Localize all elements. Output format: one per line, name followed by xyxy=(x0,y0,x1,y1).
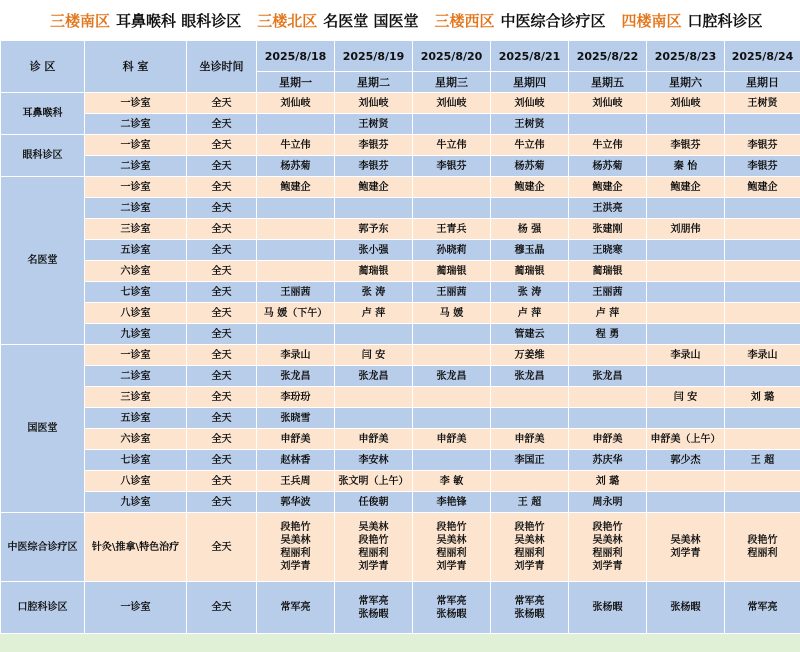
doctor-cell xyxy=(725,198,800,219)
doctor-cell xyxy=(725,408,800,429)
doctor-name: 刘学青 xyxy=(280,561,311,572)
header-dept-label: 名医堂 国医堂 xyxy=(323,11,419,30)
doctor-cell xyxy=(413,177,491,198)
time-cell: 全天 xyxy=(187,261,257,282)
doctor-cell: 鲍建企 xyxy=(725,177,800,198)
weekday-header: 星期日 xyxy=(725,72,800,93)
weekday-header: 星期五 xyxy=(569,72,647,93)
doctor-cell: 王 超 xyxy=(725,450,800,471)
doctor-name: 常军亮 xyxy=(280,602,311,613)
doctor-cell xyxy=(725,582,800,634)
doctor-cell xyxy=(491,582,569,634)
weekday-header: 星期二 xyxy=(335,72,413,93)
doctor-cell: 李玢玢 xyxy=(257,387,335,408)
date-header: 2025/8/19 xyxy=(335,41,413,72)
doctor-cell xyxy=(647,240,725,261)
doctor-cell xyxy=(647,366,725,387)
doctor-cell: 王青兵 xyxy=(413,219,491,240)
doctor-cell: 刘仙岐 xyxy=(647,93,725,114)
header-dept-label: 耳鼻喉科 眼科诊区 xyxy=(116,11,242,30)
doctor-cell: 李录山 xyxy=(257,345,335,366)
doctor-cell: 王树贤 xyxy=(335,114,413,135)
doctor-cell: 李安林 xyxy=(335,450,413,471)
doctor-cell: 管建云 xyxy=(491,324,569,345)
doctor-cell xyxy=(257,240,335,261)
doctor-cell xyxy=(725,114,800,135)
doctor-name: 段艳竹 xyxy=(436,522,467,533)
doctor-cell: 李录山 xyxy=(647,345,725,366)
room-cell: 二诊室 xyxy=(85,366,187,387)
doctor-name: 刘学青 xyxy=(514,561,545,572)
doctor-cell xyxy=(647,471,725,492)
doctor-cell xyxy=(647,282,725,303)
table-row xyxy=(1,387,800,408)
doctor-cell: 蔺瑞银 xyxy=(569,261,647,282)
doctor-cell: 杨苏菊 xyxy=(257,156,335,177)
doctor-cell: 李 敏 xyxy=(413,471,491,492)
doctor-cell: 牛立伟 xyxy=(491,135,569,156)
doctor-name: 段艳竹 xyxy=(747,535,778,546)
doctor-cell xyxy=(725,303,800,324)
room-cell: 八诊室 xyxy=(85,471,187,492)
doctor-cell: 蔺瑞银 xyxy=(335,261,413,282)
time-cell: 全天 xyxy=(187,135,257,156)
room-cell: 七诊室 xyxy=(85,282,187,303)
doctor-name: 吴美林 xyxy=(358,522,389,533)
doctor-cell: 张晓雪 xyxy=(257,408,335,429)
doctor-cell: 蔺瑞银 xyxy=(413,261,491,282)
doctor-cell xyxy=(257,324,335,345)
doctor-cell xyxy=(725,471,800,492)
doctor-name: 刘学青 xyxy=(670,548,701,559)
header-zone-label: 四楼南区 xyxy=(621,11,682,30)
time-cell: 全天 xyxy=(187,177,257,198)
doctor-cell xyxy=(257,582,335,634)
table-row xyxy=(1,240,800,261)
doctor-cell: 李银芬 xyxy=(725,135,800,156)
room-cell: 一诊室 xyxy=(85,177,187,198)
doctor-name: 张杨暇 xyxy=(514,608,545,620)
time-cell: 全天 xyxy=(187,513,257,582)
doctor-cell: 杨苏菊 xyxy=(491,156,569,177)
doctor-cell: 秦 怡 xyxy=(647,156,725,177)
table-row xyxy=(1,513,800,582)
doctor-cell: 申舒美 xyxy=(257,429,335,450)
doctor-name: 段艳竹 xyxy=(592,522,623,533)
doctor-cell: 任俊朝 xyxy=(335,492,413,513)
doctor-cell: 刘朋伟 xyxy=(647,219,725,240)
doctor-name: 常军亮 xyxy=(358,595,389,607)
doctor-cell xyxy=(647,513,725,582)
doctor-cell xyxy=(491,513,569,582)
doctor-cell: 申舒美 xyxy=(335,429,413,450)
weekday-header: 星期六 xyxy=(647,72,725,93)
doctor-cell: 刘仙岐 xyxy=(335,93,413,114)
doctor-cell xyxy=(335,324,413,345)
weekday-header: 星期四 xyxy=(491,72,569,93)
doctor-name: 程丽利 xyxy=(436,548,467,559)
table-row xyxy=(1,114,800,135)
doctor-name: 程丽利 xyxy=(592,548,623,559)
doctor-cell xyxy=(725,366,800,387)
doctor-cell: 牛立伟 xyxy=(257,135,335,156)
doctor-cell xyxy=(413,408,491,429)
time-cell: 全天 xyxy=(187,93,257,114)
table-row xyxy=(1,303,800,324)
time-cell: 全天 xyxy=(187,387,257,408)
doctor-cell: 王树贤 xyxy=(725,93,800,114)
doctor-cell xyxy=(569,513,647,582)
doctor-cell: 王洪亮 xyxy=(569,198,647,219)
doctor-name: 常军亮 xyxy=(747,602,778,613)
room-cell: 六诊室 xyxy=(85,261,187,282)
doctor-cell xyxy=(413,387,491,408)
doctor-cell: 张 涛 xyxy=(335,282,413,303)
doctor-cell: 李艳锋 xyxy=(413,492,491,513)
doctor-cell: 杨苏菊 xyxy=(569,156,647,177)
doctor-cell xyxy=(725,492,800,513)
doctor-cell: 卢 萍 xyxy=(335,303,413,324)
doctor-name: 吴美林 xyxy=(436,535,467,546)
time-cell: 全天 xyxy=(187,366,257,387)
doctor-cell: 周永明 xyxy=(569,492,647,513)
header-zone-label: 三楼北区 xyxy=(257,11,318,30)
doctor-cell xyxy=(647,198,725,219)
doctor-name: 刘学青 xyxy=(592,561,623,572)
doctor-name: 吴美林 xyxy=(670,535,701,546)
doctor-cell: 张小强 xyxy=(335,240,413,261)
doctor-cell: 孙晓莉 xyxy=(413,240,491,261)
table-row xyxy=(1,324,800,345)
time-cell: 全天 xyxy=(187,471,257,492)
doctor-cell xyxy=(413,324,491,345)
doctor-cell xyxy=(413,114,491,135)
doctor-cell: 王 超 xyxy=(491,492,569,513)
doctor-cell: 张建刚 xyxy=(569,219,647,240)
doctor-cell xyxy=(413,450,491,471)
doctor-cell: 李银芬 xyxy=(413,156,491,177)
doctor-cell: 张文明（上午） xyxy=(335,471,413,492)
schedule-table xyxy=(0,40,800,634)
doctor-cell: 赵林香 xyxy=(257,450,335,471)
room-cell: 一诊室 xyxy=(85,345,187,366)
room-cell: 九诊室 xyxy=(85,492,187,513)
doctor-cell: 张龙昌 xyxy=(335,366,413,387)
table-row xyxy=(1,492,800,513)
doctor-cell: 牛立伟 xyxy=(413,135,491,156)
doctor-cell: 刘仙岐 xyxy=(491,93,569,114)
doctor-name: 程丽利 xyxy=(358,548,389,559)
header-dept-label: 中医综合诊疗区 xyxy=(500,11,606,30)
area-cell: 国医堂 xyxy=(1,345,85,513)
date-header: 2025/8/24 xyxy=(725,41,800,72)
doctor-cell: 申舒美 xyxy=(413,429,491,450)
doctor-cell: 鲍建企 xyxy=(257,177,335,198)
header-segment xyxy=(622,10,763,31)
area-cell: 耳鼻喉科 xyxy=(1,93,85,135)
doctor-cell: 王丽茜 xyxy=(413,282,491,303)
doctor-cell xyxy=(335,513,413,582)
doctor-cell: 刘 璐 xyxy=(569,471,647,492)
doctor-cell xyxy=(491,198,569,219)
table-row xyxy=(1,582,800,634)
area-cell: 口腔科诊区 xyxy=(1,582,85,634)
header-segment xyxy=(435,10,606,31)
doctor-cell xyxy=(335,198,413,219)
doctor-cell: 王晓寒 xyxy=(569,240,647,261)
date-header: 2025/8/21 xyxy=(491,41,569,72)
doctor-name: 段艳竹 xyxy=(514,522,545,533)
room-cell: 九诊室 xyxy=(85,324,187,345)
doctor-cell: 万姜维 xyxy=(491,345,569,366)
doctor-cell xyxy=(725,282,800,303)
doctor-cell xyxy=(413,345,491,366)
time-cell: 全天 xyxy=(187,429,257,450)
area-cell: 眼科诊区 xyxy=(1,135,85,177)
time-cell: 全天 xyxy=(187,219,257,240)
doctor-cell xyxy=(257,513,335,582)
doctor-cell: 李银芬 xyxy=(725,156,800,177)
time-cell: 全天 xyxy=(187,324,257,345)
doctor-cell: 穆玉晶 xyxy=(491,240,569,261)
doctor-name: 刘学青 xyxy=(436,561,467,572)
room-cell: 一诊室 xyxy=(85,582,187,634)
time-cell: 全天 xyxy=(187,282,257,303)
doctor-name: 张杨暇 xyxy=(670,602,701,613)
doctor-cell: 张龙昌 xyxy=(413,366,491,387)
doctor-cell: 王丽茜 xyxy=(257,282,335,303)
room-cell: 三诊室 xyxy=(85,387,187,408)
doctor-cell xyxy=(647,261,725,282)
date-header: 2025/8/22 xyxy=(569,41,647,72)
date-header: 2025/8/18 xyxy=(257,41,335,72)
doctor-cell: 卢 萍 xyxy=(569,303,647,324)
table-row xyxy=(1,135,800,156)
doctor-name: 程丽利 xyxy=(514,548,545,559)
doctor-cell: 蔺瑞银 xyxy=(491,261,569,282)
doctor-cell: 鲍建企 xyxy=(335,177,413,198)
date-header: 2025/8/23 xyxy=(647,41,725,72)
col-header-area: 诊 区 xyxy=(1,41,85,93)
table-row xyxy=(1,177,800,198)
doctor-cell: 刘仙岐 xyxy=(569,93,647,114)
time-cell: 全天 xyxy=(187,240,257,261)
weekday-header: 星期三 xyxy=(413,72,491,93)
room-cell: 一诊室 xyxy=(85,135,187,156)
header-dept-label: 口腔科诊区 xyxy=(687,11,763,30)
weekday-header: 星期一 xyxy=(257,72,335,93)
doctor-cell xyxy=(647,303,725,324)
doctor-cell xyxy=(491,408,569,429)
doctor-cell xyxy=(647,114,725,135)
doctor-cell xyxy=(647,492,725,513)
doctor-name: 段艳竹 xyxy=(280,522,311,533)
doctor-cell xyxy=(725,240,800,261)
doctor-cell xyxy=(491,387,569,408)
doctor-cell: 王树贤 xyxy=(491,114,569,135)
room-cell: 针灸\推拿\特色治疗 xyxy=(85,513,187,582)
area-cell: 中医综合诊疗区 xyxy=(1,513,85,582)
table-row xyxy=(1,429,800,450)
doctor-cell xyxy=(569,345,647,366)
room-cell: 二诊室 xyxy=(85,198,187,219)
doctor-cell: 马 媛（下午） xyxy=(257,303,335,324)
doctor-cell xyxy=(413,513,491,582)
doctor-cell xyxy=(647,408,725,429)
table-row xyxy=(1,450,800,471)
doctor-name: 常军亮 xyxy=(436,595,467,607)
doctor-cell: 鲍建企 xyxy=(491,177,569,198)
table-row xyxy=(1,366,800,387)
time-cell: 全天 xyxy=(187,582,257,634)
doctor-cell: 鲍建企 xyxy=(569,177,647,198)
doctor-cell xyxy=(725,261,800,282)
doctor-cell: 李银芬 xyxy=(647,135,725,156)
table-row xyxy=(1,282,800,303)
col-header-room: 科 室 xyxy=(85,41,187,93)
doctor-cell xyxy=(725,513,800,582)
room-cell: 五诊室 xyxy=(85,408,187,429)
doctor-cell: 鲍建企 xyxy=(647,177,725,198)
doctor-cell xyxy=(647,324,725,345)
doctor-cell: 张 涛 xyxy=(491,282,569,303)
doctor-cell xyxy=(569,408,647,429)
doctor-cell xyxy=(257,261,335,282)
table-row xyxy=(1,93,800,114)
room-cell: 七诊室 xyxy=(85,450,187,471)
time-cell: 全天 xyxy=(187,408,257,429)
doctor-cell xyxy=(491,471,569,492)
doctor-cell: 程 勇 xyxy=(569,324,647,345)
doctor-cell: 王兵周 xyxy=(257,471,335,492)
table-row xyxy=(1,156,800,177)
header-segment xyxy=(257,10,418,31)
doctor-cell xyxy=(413,582,491,634)
time-cell: 全天 xyxy=(187,492,257,513)
doctor-cell: 张龙昌 xyxy=(569,366,647,387)
doctor-cell xyxy=(257,198,335,219)
doctor-cell: 马 媛 xyxy=(413,303,491,324)
doctor-cell: 卢 萍 xyxy=(491,303,569,324)
doctor-name: 张杨暇 xyxy=(436,608,467,620)
table-row xyxy=(1,261,800,282)
doctor-name: 吴美林 xyxy=(592,535,623,546)
doctor-name: 程丽利 xyxy=(747,548,778,559)
doctor-cell: 申舒美（上午） xyxy=(647,429,725,450)
doctor-name: 张杨暇 xyxy=(592,602,623,613)
doctor-cell: 李银芬 xyxy=(335,135,413,156)
doctor-cell: 张龙昌 xyxy=(257,366,335,387)
time-cell: 全天 xyxy=(187,303,257,324)
doctor-cell xyxy=(725,219,800,240)
doctor-cell: 王丽茜 xyxy=(569,282,647,303)
doctor-cell: 郭予东 xyxy=(335,219,413,240)
doctor-cell xyxy=(569,114,647,135)
doctor-cell: 张龙昌 xyxy=(491,366,569,387)
doctor-cell xyxy=(413,198,491,219)
room-cell: 二诊室 xyxy=(85,156,187,177)
page-header xyxy=(0,0,800,40)
col-header-time: 坐诊时间 xyxy=(187,41,257,93)
doctor-name: 张杨暇 xyxy=(358,608,389,620)
doctor-cell: 李录山 xyxy=(725,345,800,366)
table-row xyxy=(1,345,800,366)
room-cell: 八诊室 xyxy=(85,303,187,324)
doctor-name: 段艳竹 xyxy=(358,535,389,546)
doctor-name: 吴美林 xyxy=(514,535,545,546)
doctor-name: 吴美林 xyxy=(280,535,311,546)
room-cell: 六诊室 xyxy=(85,429,187,450)
doctor-cell: 闫 安 xyxy=(647,387,725,408)
time-cell: 全天 xyxy=(187,450,257,471)
table-row xyxy=(1,471,800,492)
date-header: 2025/8/20 xyxy=(413,41,491,72)
doctor-cell: 闫 安 xyxy=(335,345,413,366)
header-zone-label: 三楼南区 xyxy=(50,11,111,30)
doctor-cell xyxy=(257,219,335,240)
doctor-cell xyxy=(647,582,725,634)
doctor-cell xyxy=(335,408,413,429)
doctor-cell: 苏庆华 xyxy=(569,450,647,471)
doctor-cell: 李国正 xyxy=(491,450,569,471)
doctor-cell: 杨 强 xyxy=(491,219,569,240)
doctor-cell xyxy=(725,429,800,450)
doctor-cell xyxy=(335,582,413,634)
doctor-cell: 刘仙岐 xyxy=(257,93,335,114)
doctor-cell xyxy=(257,114,335,135)
doctor-cell: 牛立伟 xyxy=(569,135,647,156)
time-cell: 全天 xyxy=(187,198,257,219)
doctor-cell xyxy=(725,324,800,345)
room-cell: 一诊室 xyxy=(85,93,187,114)
doctor-name: 程丽利 xyxy=(280,548,311,559)
time-cell: 全天 xyxy=(187,156,257,177)
room-cell: 二诊室 xyxy=(85,114,187,135)
time-cell: 全天 xyxy=(187,345,257,366)
doctor-cell: 郭华波 xyxy=(257,492,335,513)
doctor-name: 刘学青 xyxy=(358,561,389,572)
time-cell: 全天 xyxy=(187,114,257,135)
doctor-cell xyxy=(569,387,647,408)
doctor-cell: 刘 璐 xyxy=(725,387,800,408)
header-zone-label: 三楼西区 xyxy=(434,11,495,30)
doctor-cell: 刘仙岐 xyxy=(413,93,491,114)
doctor-cell: 申舒美 xyxy=(569,429,647,450)
table-row xyxy=(1,408,800,429)
doctor-cell: 郭少杰 xyxy=(647,450,725,471)
header-segment xyxy=(50,10,241,31)
doctor-cell xyxy=(569,582,647,634)
table-row xyxy=(1,219,800,240)
doctor-cell: 李银芬 xyxy=(335,156,413,177)
area-cell: 名医堂 xyxy=(1,177,85,345)
room-cell: 五诊室 xyxy=(85,240,187,261)
doctor-name: 常军亮 xyxy=(514,595,545,607)
doctor-cell: 申舒美 xyxy=(491,429,569,450)
doctor-cell xyxy=(335,387,413,408)
table-row xyxy=(1,198,800,219)
room-cell: 三诊室 xyxy=(85,219,187,240)
